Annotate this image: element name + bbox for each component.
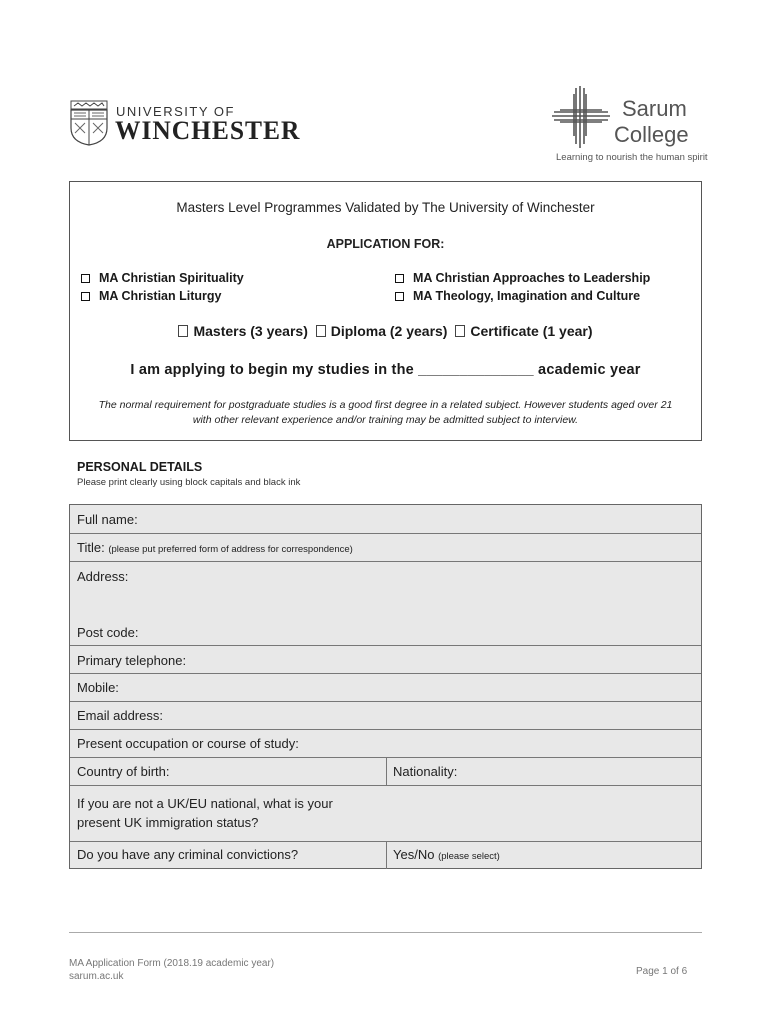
sarum-college-logo <box>552 86 712 166</box>
winchester-crest-icon <box>70 100 108 146</box>
convictions-row <box>70 842 701 869</box>
award-options <box>70 323 701 340</box>
application-box <box>69 181 702 441</box>
occupation-label: Present occupation or course of study: <box>77 736 299 751</box>
email-label: Email address: <box>77 708 163 723</box>
page-number: Page 1 of 6 <box>636 966 688 977</box>
application-for-heading: APPLICATION FOR: <box>326 237 445 251</box>
programme-label: MA Theology, Imagination and Culture <box>413 289 641 303</box>
personal-details-form <box>69 504 702 869</box>
column-divider <box>386 758 387 785</box>
occupation-row[interactable] <box>70 730 701 758</box>
sarum-tagline: Learning to nourish the human spirit <box>556 152 708 163</box>
immigration-question-line1: If you are not a UK/EU national, what is your <box>77 796 333 811</box>
address-label: Address: <box>77 569 129 584</box>
birth-nationality-row <box>70 758 701 786</box>
programme-label: MA Christian Approaches to Leadership <box>413 271 651 285</box>
checkbox-icon[interactable] <box>178 325 188 337</box>
checkbox-icon[interactable] <box>395 274 404 283</box>
mobile-label: Mobile: <box>77 680 119 695</box>
checkbox-icon[interactable] <box>395 292 404 301</box>
academic-year-statement: I am applying to begin my studies in the ______________ academic year <box>130 362 641 378</box>
entry-requirement-note: The normal requirement for postgraduate studies is a good first degree in a related subject. However students aged over 21 with other relevant experience and/or training may be admitted subject to interview. <box>98 399 673 426</box>
sarum-cross-icon <box>552 86 612 148</box>
sarum-logo-word1: Sarum <box>622 96 687 121</box>
programme-option-leadership[interactable] <box>395 271 650 285</box>
footer-form-name: MA Application Form (2018.19 academic year) <box>69 958 275 969</box>
award-option-diploma[interactable]: Diploma (2 years) <box>316 323 448 339</box>
sarum-logo-word2: College <box>614 122 689 147</box>
footer-left <box>69 957 274 983</box>
footer-website: sarum.ac.uk <box>69 971 124 982</box>
post-code-label: Post code: <box>77 625 139 640</box>
programme-option-liturgy[interactable] <box>81 289 221 303</box>
programme-label: MA Christian Spirituality <box>99 271 244 285</box>
checkbox-icon[interactable] <box>316 325 326 337</box>
primary-telephone-row[interactable] <box>70 646 701 674</box>
checkbox-icon[interactable] <box>455 325 465 337</box>
award-option-certificate[interactable]: Certificate (1 year) <box>455 323 592 339</box>
column-divider <box>386 842 387 869</box>
immigration-question-line2: present UK immigration status? <box>77 815 259 830</box>
application-title: Masters Level Programmes Validated by The University of Winchester <box>176 200 595 215</box>
email-row[interactable] <box>70 702 701 730</box>
programme-label: MA Christian Liturgy <box>99 289 222 303</box>
personal-details-heading: PERSONAL DETAILS <box>77 460 203 474</box>
address-row[interactable] <box>70 562 701 646</box>
country-of-birth-label: Country of birth: <box>77 764 170 779</box>
title-label: Title: (please put preferred form of address for correspondence) <box>77 540 353 555</box>
footer-divider <box>69 932 702 933</box>
checkbox-icon[interactable] <box>81 292 90 301</box>
university-of-winchester-logo <box>70 100 320 148</box>
checkbox-icon[interactable] <box>81 274 90 283</box>
award-option-masters[interactable]: Masters (3 years) <box>178 323 307 339</box>
nationality-label: Nationality: <box>393 764 458 779</box>
programme-option-theology[interactable] <box>395 289 640 303</box>
convictions-label: Do you have any criminal convictions? <box>77 847 299 862</box>
programme-option-spirituality[interactable] <box>81 271 244 285</box>
primary-telephone-label: Primary telephone: <box>77 653 187 668</box>
winchester-logo-small-text: UNIVERSITY OF <box>116 104 235 119</box>
full-name-row[interactable] <box>70 505 701 534</box>
yes-no-select[interactable]: Yes/No (please select) <box>393 847 500 862</box>
immigration-status-row[interactable] <box>70 786 701 842</box>
mobile-row[interactable] <box>70 674 701 702</box>
title-row[interactable] <box>70 534 701 562</box>
full-name-label: Full name: <box>77 512 138 527</box>
personal-details-instruction: Please print clearly using block capitals and black ink <box>77 477 301 488</box>
winchester-logo-big-text: WINCHESTER <box>115 116 301 145</box>
